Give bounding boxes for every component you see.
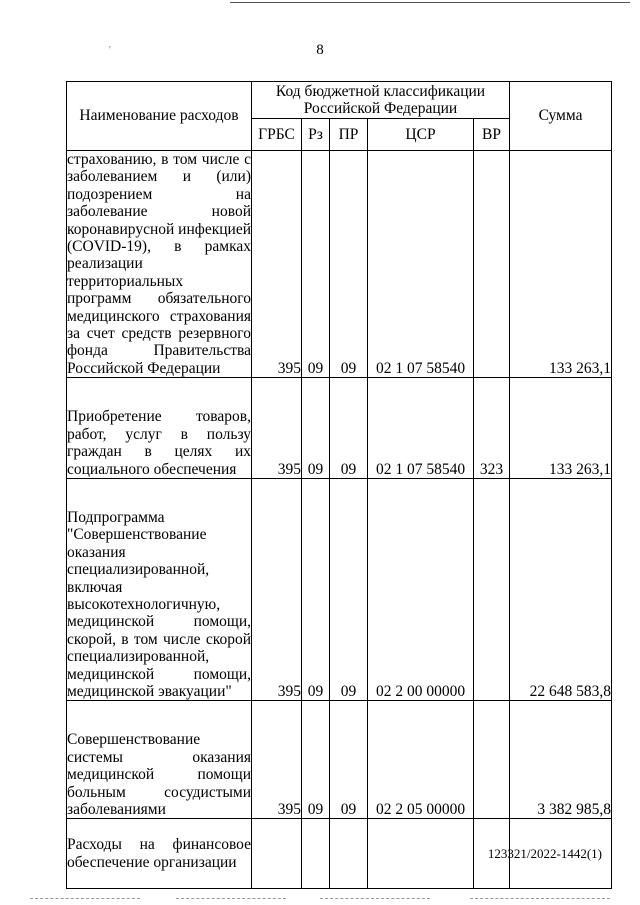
document-number: 123321/2022-1442(1) [487, 846, 602, 861]
row-name: Приобретение товаров, работ, услуг в пользу граждан в целях их социального обеспечения [67, 378, 252, 479]
header-sum: Сумма [510, 82, 612, 151]
row-sum: 133 263,1 [510, 378, 612, 479]
row-name: страхованию, в том числе с заболеванием и (или) подозрением на заболевание новой коронавирусной инфекцией (COVID-19), в рамках реализации территориальных программ обязательного медицинского страхования за счет средств резервного фонда Правительства Российской Федерации [67, 151, 251, 377]
scan-mark: ' [109, 45, 111, 56]
row-rz: 09 [302, 701, 330, 819]
row-name: Подпрограмма "Совершенствование оказания специализированной, включая высокотехнологичную, медицинской помощи, скорой, в том числе скорой специализированной, медицинской помощи, медицинской эвакуации" [67, 478, 252, 700]
row-csr: 02 1 07 58540 [368, 378, 474, 479]
bottom-scan-line [320, 898, 430, 899]
row-csr: 02 2 05 00000 [368, 701, 474, 819]
row-csr: 02 2 00 00000 [368, 478, 474, 700]
row-vr [474, 701, 510, 819]
table-row [67, 378, 612, 479]
row-rz [302, 819, 330, 889]
header-name: Наименование расходов [67, 82, 252, 151]
table-row [67, 151, 612, 378]
row-name: Совершенствование системы оказания медицинской помощи больным сосудистыми заболеваниями [67, 701, 252, 819]
header-vr: ВР [474, 119, 510, 151]
row-rz: 09 [302, 378, 330, 479]
row-name: Расходы на финансовое обеспечение организации [67, 819, 252, 889]
table-row [67, 478, 612, 700]
row-sum: 3 382 985,8 [510, 701, 612, 819]
row-vr [474, 478, 510, 700]
table-header-row [67, 82, 612, 119]
row-csr: 02 1 07 58540 [368, 151, 474, 378]
row-pr: 09 [330, 478, 368, 700]
header-rz: Рз [302, 119, 330, 151]
row-grbs [252, 819, 302, 889]
row-grbs: 395 [252, 478, 302, 700]
row-vr: 323 [474, 378, 510, 479]
row-csr [368, 819, 474, 889]
row-pr [330, 819, 368, 889]
header-code-group: Код бюджетной классификации Российской Федерации [252, 82, 510, 119]
row-pr: 09 [330, 151, 368, 378]
row-pr: 09 [330, 378, 368, 479]
row-grbs: 395 [252, 378, 302, 479]
row-rz: 09 [302, 151, 330, 378]
bottom-scan-line [30, 898, 140, 899]
header-csr: ЦСР [368, 119, 474, 151]
row-pr: 09 [330, 701, 368, 819]
table-row [67, 701, 612, 819]
row-rz: 09 [302, 478, 330, 700]
row-grbs: 395 [252, 701, 302, 819]
bottom-scan-line [176, 898, 286, 899]
row-sum: 22 648 583,8 [510, 478, 612, 700]
row-grbs: 395 [252, 151, 302, 378]
header-grbs: ГРБС [252, 119, 302, 151]
bottom-scan-line [470, 898, 610, 899]
row-sum: 133 263,1 [510, 151, 612, 378]
header-pr: ПР [330, 119, 368, 151]
top-rule [230, 2, 630, 3]
row-vr [474, 151, 510, 378]
budget-table [66, 81, 612, 889]
page-number: 8 [316, 42, 324, 58]
